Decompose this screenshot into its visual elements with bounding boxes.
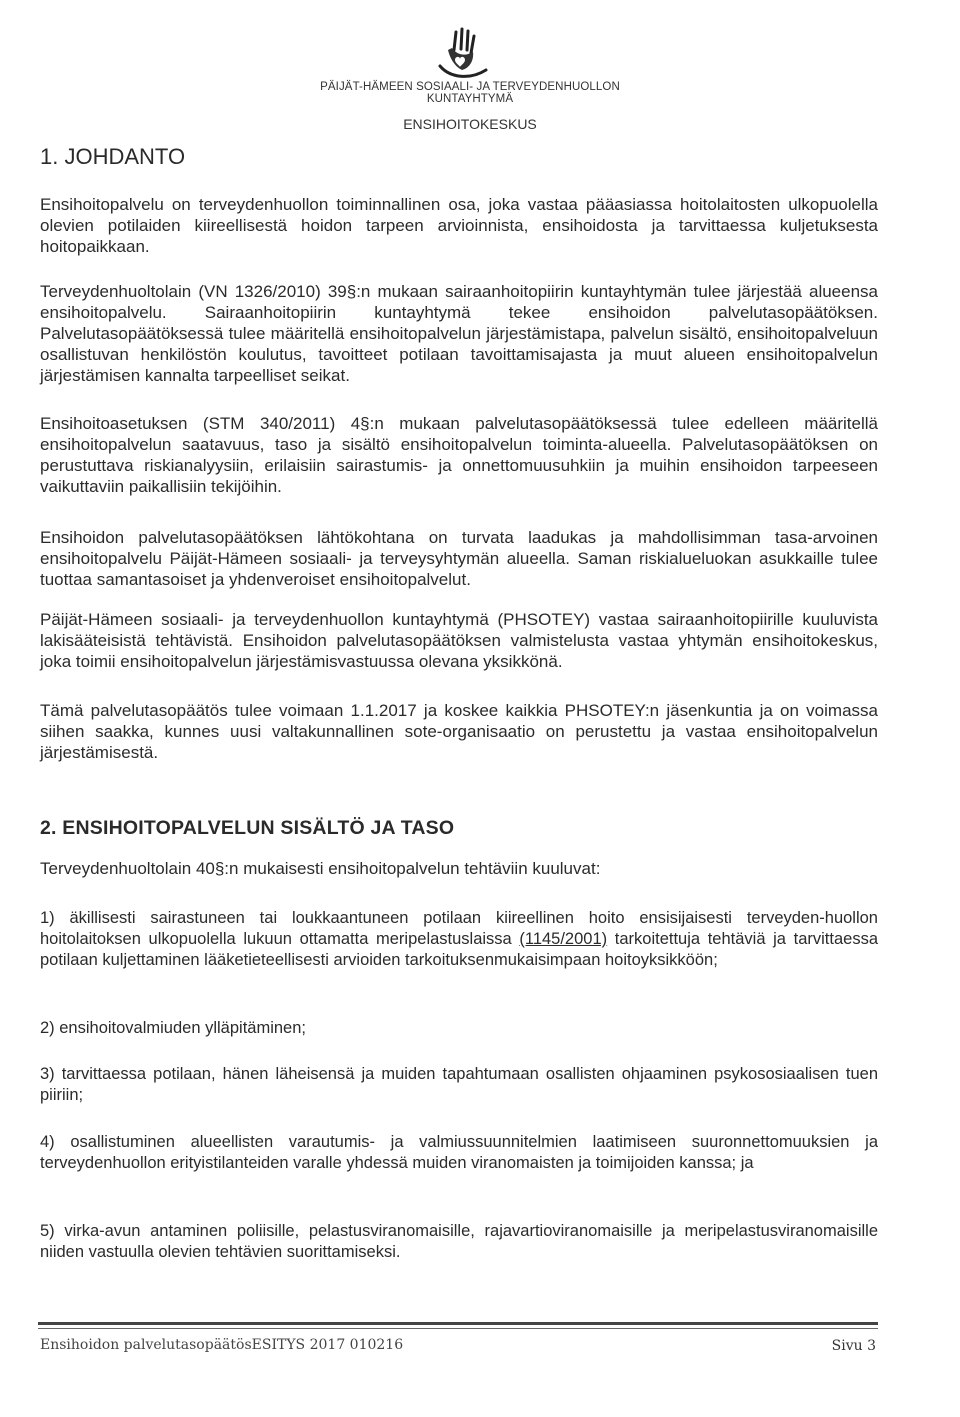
list-item-text: 1) äkillisesti sairastuneen tai loukkaantuneen potilaan kiireellinen hoito ensisijaisesti terveyden-huollon hoitolaitoksen ulkopuolella lukuun ottamatta meripelastuslaissa: [40, 909, 878, 948]
section-2-heading: 2. ENSIHOITOPALVELUN SISÄLTÖ JA TASO: [40, 817, 455, 839]
intro-paragraph-6: [40, 700, 878, 763]
paragraph-text: Terveydenhuoltolain 40§:n mukaisesti ensihoitopalvelun tehtäviin kuuluvat:: [40, 859, 601, 878]
law-reference-link[interactable]: (1145/2001): [519, 930, 608, 948]
section-2-intro: [40, 858, 878, 879]
list-item-text: 4) osallistuminen alueellisten varautumis- ja valmiussuunnitelmien laatimiseen suuronnettomuuksien ja terveydenhuollon erityistilanteiden varalle yhdessä muiden viranomaisten ja toimijoiden kanssa; ja: [40, 1133, 878, 1172]
intro-paragraph-2: [40, 281, 878, 386]
list-item-1: [40, 908, 878, 971]
list-item-4: [40, 1132, 878, 1174]
paragraph-text: Ensihoitopalvelu on terveydenhuollon toiminnallinen osa, joka vastaa pääasiassa hoitolaitosten ulkopuolella olevien potilaiden kiireellisestä hoidon tarpeen arvioinnista, ensihoidosta ja tarvittaessa kuljetuksesta hoitopaikkaan.: [40, 195, 878, 256]
list-item-text: 3) tarvittaessa potilaan, hänen läheisensä ja muiden tapahtumaan osallisten ohjaaminen psykososiaalisen tuen piiriin;: [40, 1065, 878, 1104]
section-1-heading: 1. JOHDANTO: [40, 144, 186, 169]
list-item-text: 5) virka-avun antaminen poliisille, pelastusviranomaisille, rajavartioviranomaisille ja meripelastusviranomaisille niiden vastuulla olevien tehtävien suorittamiseksi.: [40, 1222, 878, 1261]
list-item-2: [40, 1018, 878, 1039]
organization-name: PÄIJÄT-HÄMEEN SOSIAALI- JA TERVEYDENHUOLLON KUNTAYHTYMÄ: [320, 81, 620, 105]
paragraph-text: Tämä palvelutasopäätös tulee voimaan 1.1.2017 ja koskee kaikkia PHSOTEY:n jäsenkuntia ja on voimassa siihen saakka, kunnes uusi valtakunnallinen sote-organisaatio on perustettu ja vastaa ensihoitopalvelun järjestämisestä.: [40, 701, 878, 762]
list-item-5: [40, 1221, 878, 1263]
paragraph-text: Ensihoidon palvelutasopäätöksen lähtökohtana on turvata laadukas ja mahdollisimman tasa-arvoinen ensihoitopalvelu Päijät-Hämeen sosiaali- ja terveysyhtymän alueella. Saman riskialueluokan asukkaille tulee tuottaa samantasoiset ja yhdenveroiset ensihoitopalvelut.: [40, 528, 878, 589]
paragraph-text: Terveydenhuoltolain (VN 1326/2010) 39§:n mukaan sairaanhoitopiirin kuntayhtymän tulee järjestää alueensa ensihoitopalvelu. Sairaanhoitopiirin kuntayhtymä tekee ensihoidon palvelutasopäätöksen. Palvelutasopäätöksessä tulee määritellä ensihoitopalvelun järjestämistapa, palvelun sisältö, ensihoitopalveluun osallistuvan henkilöstön koulutus, tavoitteet potilaan tavoittamisajasta ja muut alueen ensihoitopalvelun järjestämisen kannalta tarpeelliset seikat.: [40, 282, 878, 385]
intro-paragraph-5: [40, 609, 878, 672]
footer-divider-thin: [38, 1328, 878, 1329]
organization-unit: ENSIHOITOKESKUS: [403, 116, 537, 132]
intro-paragraph-4: [40, 527, 878, 590]
footer-document-name: Ensihoidon palvelutasopäätösESITYS 2017 010216: [40, 1337, 404, 1353]
footer-page-number: Sivu 3: [831, 1338, 876, 1354]
hand-heart-logo-icon: [432, 26, 494, 84]
paragraph-text: Ensihoitoasetuksen (STM 340/2011) 4§:n mukaan palvelutasopäätöksessä tulee edelleen määritellä ensihoitopalvelun saatavuus, taso ja sisältö ensihoitopalvelun toiminta-alueella. Palvelutasopäätöksen on perustuttava riskianalyysiin, erilaisiin sairastumis- ja onnettomuusuhkiin ja muihin ensihoidon tarpeeseen vaikuttaviin paikallisiin tekijöihin.: [40, 414, 878, 496]
intro-paragraph-1: [40, 194, 878, 257]
list-item-text: tarkoitettuja tehtäviä ja tarvittaessa potilaan kuljettaminen lääketieteellisesti arvioiden tarkoituksenmukaisimpaan hoitoyksikköön;: [40, 930, 878, 969]
list-item-text: 2) ensihoitovalmiuden ylläpitäminen;: [40, 1019, 306, 1037]
intro-paragraph-3: [40, 413, 878, 497]
paragraph-text: Päijät-Hämeen sosiaali- ja terveydenhuollon kuntayhtymä (PHSOTEY) vastaa sairaanhoitopiirille kuuluvista lakisääteisistä tehtävistä. Ensihoidon palvelutasopäätöksen valmistelusta vastaa yhtymän ensihoitokeskus, joka toimii ensihoitopalvelun järjestämisvastuussa olevana yksikkönä.: [40, 610, 878, 671]
list-item-3: [40, 1064, 878, 1106]
footer-divider: [38, 1322, 878, 1325]
